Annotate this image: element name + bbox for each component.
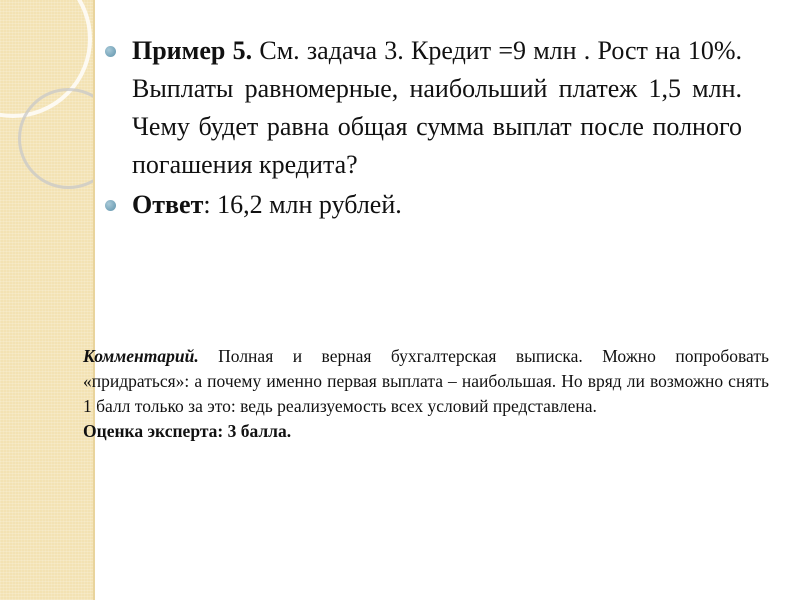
slide-content (102, 32, 742, 226)
bullet-item-answer (102, 186, 742, 224)
bullet-label: Пример 5. (132, 36, 253, 65)
bullet-label: Ответ (132, 190, 204, 219)
bullet-text: : 16,2 млн рублей. (203, 190, 402, 219)
bullet-icon (105, 46, 116, 57)
decorative-side-band (0, 0, 93, 600)
expert-score: Оценка эксперта: 3 балла. (83, 421, 292, 441)
bullet-icon (105, 200, 116, 211)
bullet-text: См. задача 3. Кредит =9 млн . Рост на 10%. Выплаты равномерные, наибольший платеж 1,5 млн. Чему будет равна общая сумма выплат после полного погашения кредита? (132, 36, 742, 179)
band-edge (93, 0, 95, 600)
comment-label: Комментарий. (83, 346, 199, 366)
comment-text: Полная и верная бухгалтерская выписка. Можно попробовать «придраться»: а почему именно первая выплата – наибольшая. Но вряд ли возможно снять 1 балл только за это: ведь реализуемость всех условий представлена. (83, 346, 769, 416)
comment-paragraph (83, 344, 769, 419)
expert-comment (83, 344, 769, 444)
bullet-item-example (102, 32, 742, 184)
